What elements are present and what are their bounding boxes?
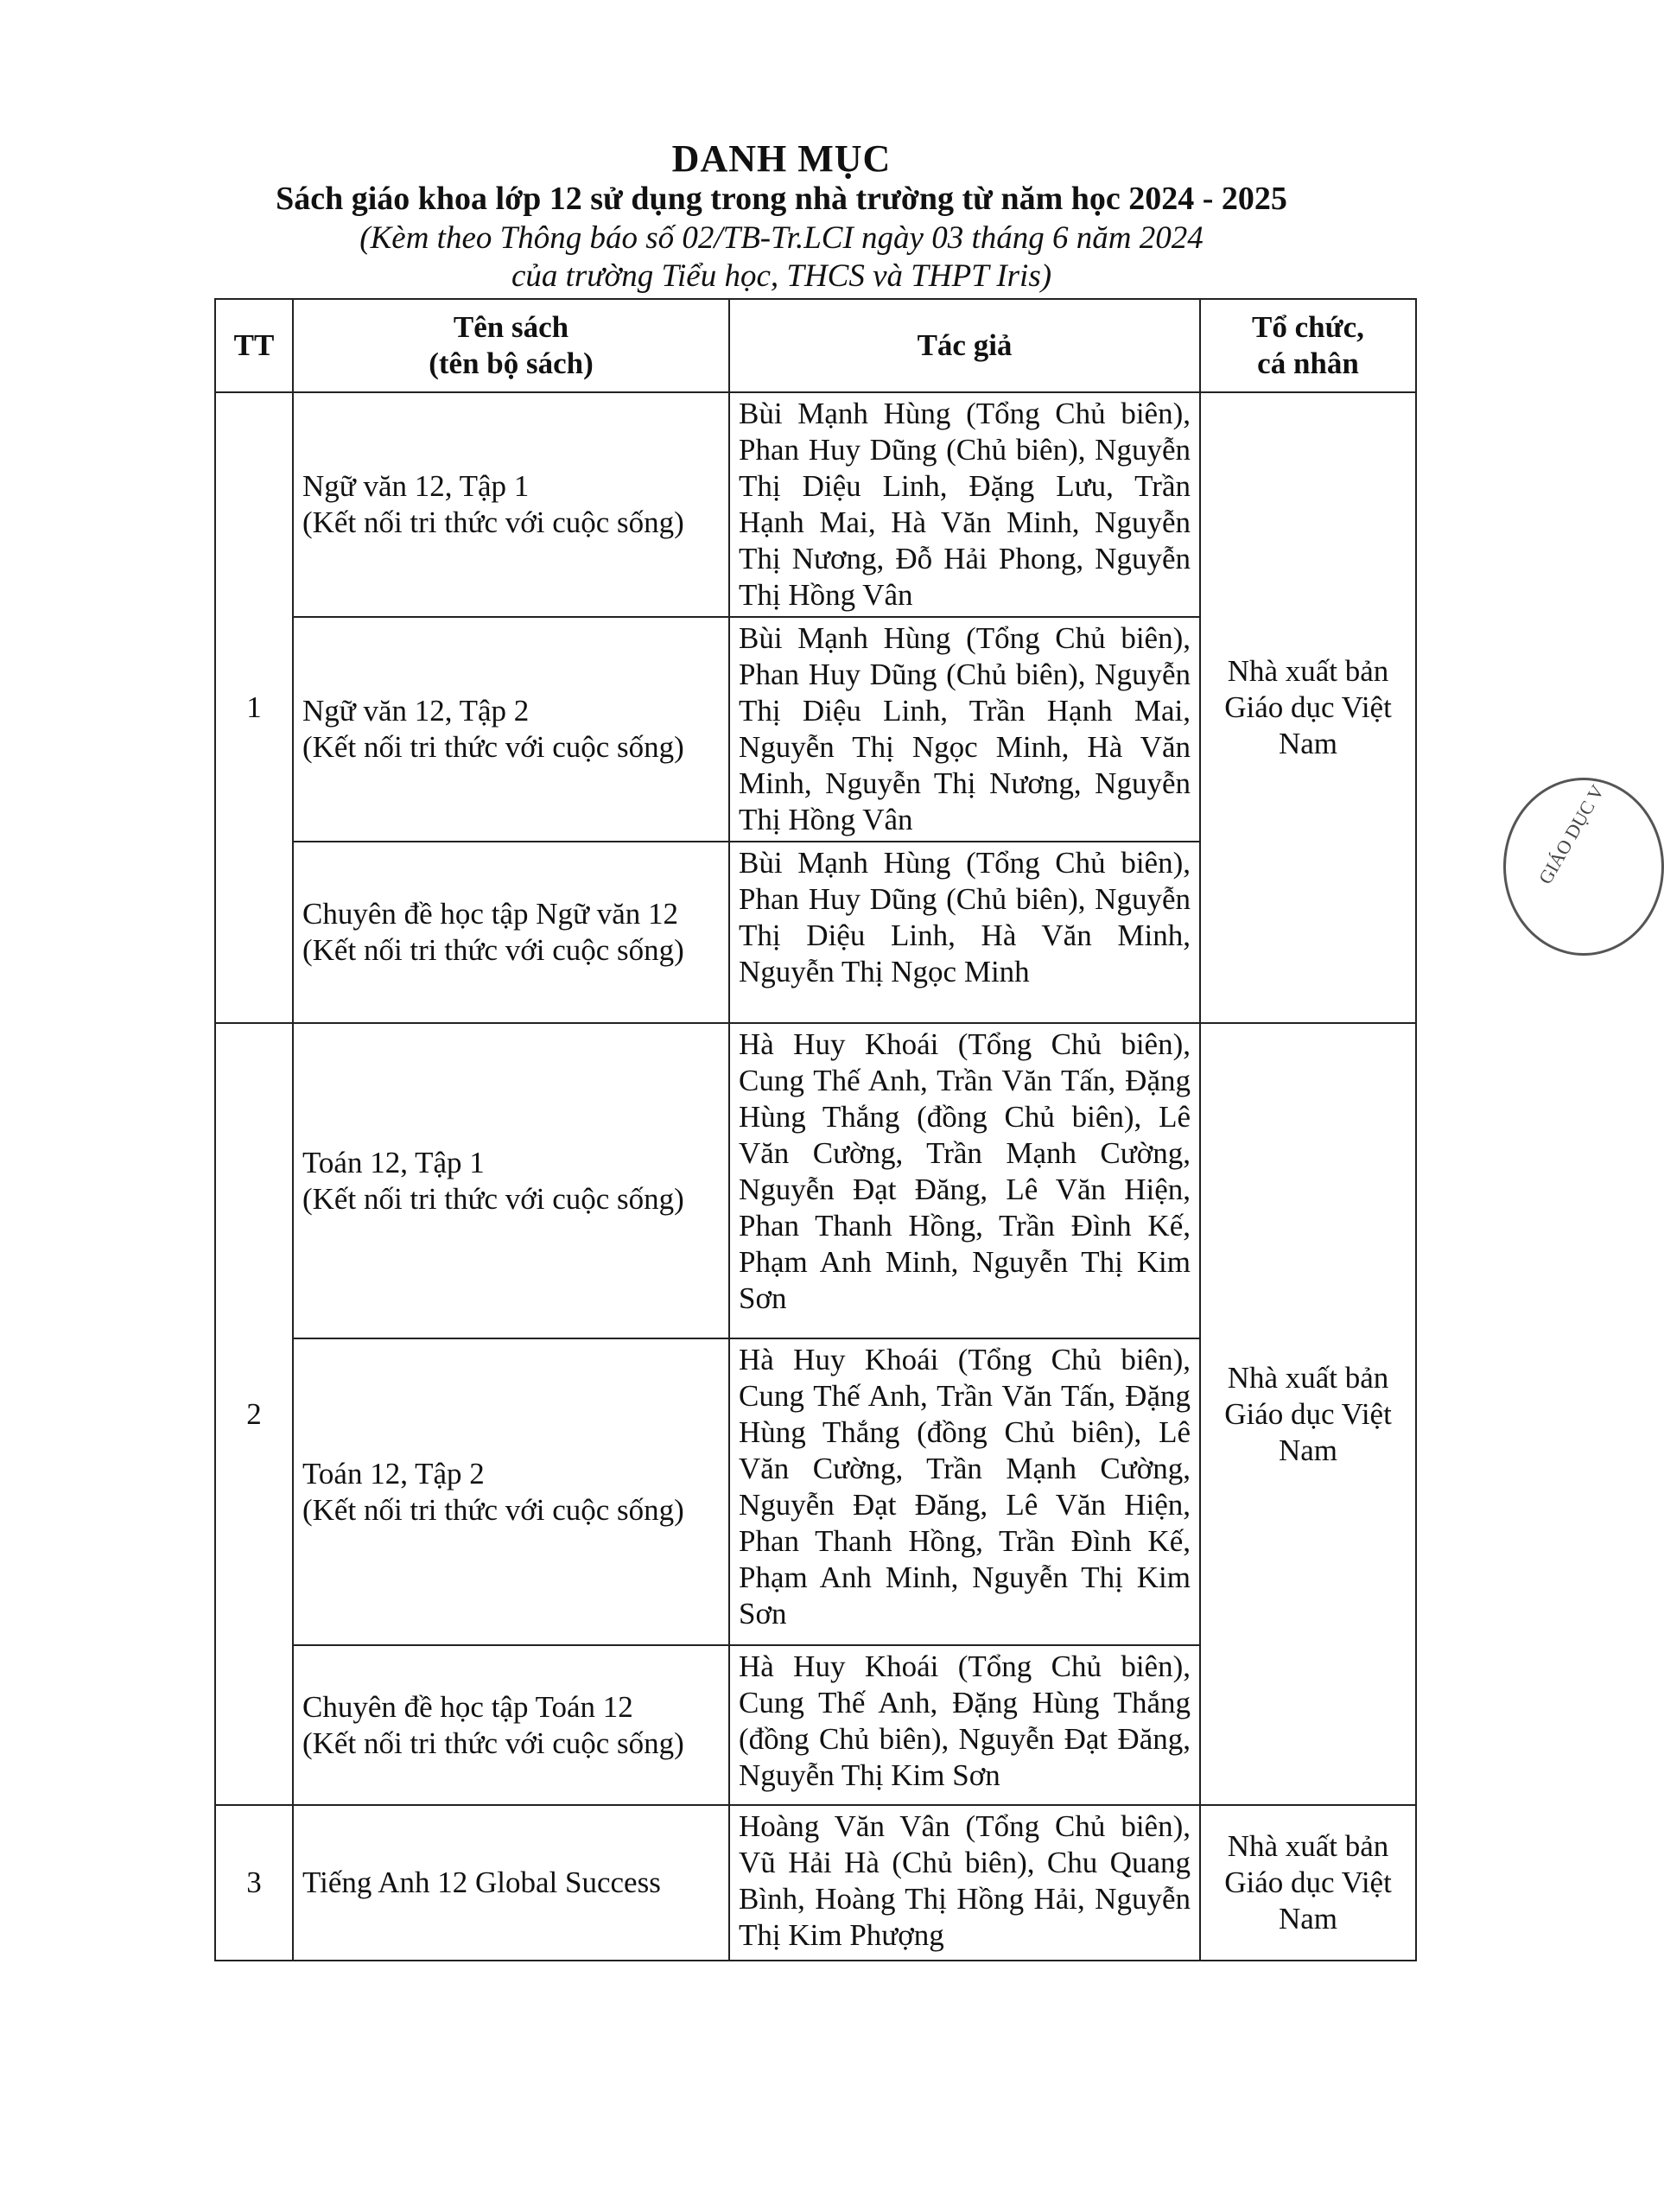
row-number: 2 <box>215 1023 293 1805</box>
column-header-book <box>293 299 729 392</box>
document-title: DANH MỤC <box>671 137 892 180</box>
column-header-tt: TT <box>215 299 293 392</box>
organization-line-1: Nhà xuất bản <box>1227 1360 1389 1395</box>
authors-cell: Hà Huy Khoái (Tổng Chủ biên), Cung Thế Anh, Trần Văn Tấn, Đặng Hùng Thắng (đồng Chủ biên), Lê Văn Cường, Trần Mạnh Cường, Nguyễn Đạt Đăng, Lê Văn Hiện, Phan Thanh Hồng, Trần Đình Kế, Phạm Anh Minh, Nguyễn Thị Kim Sơn <box>729 1338 1200 1645</box>
column-header-org-line-1: Tổ chức, <box>1252 310 1364 344</box>
organization-cell <box>1200 392 1416 1023</box>
table-header-row <box>215 299 1416 392</box>
book-series: (Kết nối tri thức với cuộc sống) <box>302 933 684 967</box>
row-number: 3 <box>215 1805 293 1961</box>
organization-cell <box>1200 1805 1416 1961</box>
seal-text: GIÁO DỤC V <box>1534 781 1609 888</box>
table-row <box>215 392 1416 617</box>
book-cell <box>293 1023 729 1338</box>
organization-line-1: Nhà xuất bản <box>1227 654 1389 688</box>
table-row <box>215 1805 1416 1961</box>
column-header-book-line-1: Tên sách <box>453 310 569 344</box>
organization-line-2: Giáo dục Việt <box>1224 1396 1392 1431</box>
book-title: Ngữ văn 12, Tập 2 <box>302 694 530 728</box>
book-series: (Kết nối tri thức với cuộc sống) <box>302 730 684 764</box>
textbook-table <box>214 298 1417 1961</box>
book-series: (Kết nối tri thức với cuộc sống) <box>302 1726 684 1760</box>
book-series: (Kết nối tri thức với cuộc sống) <box>302 505 684 539</box>
book-title: Chuyên đề học tập Ngữ văn 12 <box>302 897 678 931</box>
book-cell <box>293 617 729 842</box>
document-subtitle: Sách giáo khoa lớp 12 sử dụng trong nhà trường từ năm học 2024 - 2025 <box>276 181 1287 217</box>
column-header-org-line-2: cá nhân <box>1257 346 1359 380</box>
book-cell <box>293 392 729 617</box>
book-title: Chuyên đề học tập Toán 12 <box>302 1689 633 1724</box>
book-cell <box>293 1338 729 1645</box>
authors-cell: Hà Huy Khoái (Tổng Chủ biên), Cung Thế Anh, Trần Văn Tấn, Đặng Hùng Thắng (đồng Chủ biên), Lê Văn Cường, Trần Mạnh Cường, Nguyễn Đạt Đăng, Lê Văn Hiện, Phan Thanh Hồng, Trần Đình Kế, Phạm Anh Minh, Nguyễn Thị Kim Sơn <box>729 1023 1200 1338</box>
authors-cell: Hà Huy Khoái (Tổng Chủ biên), Cung Thế Anh, Đặng Hùng Thắng (đồng Chủ biên), Nguyễn Đạt Đăng, Nguyễn Thị Kim Sơn <box>729 1645 1200 1805</box>
book-title: Ngữ văn 12, Tập 1 <box>302 469 530 503</box>
book-series: (Kết nối tri thức với cuộc sống) <box>302 1181 684 1216</box>
book-cell <box>293 842 729 1023</box>
book-title: Tiếng Anh 12 Global Success <box>302 1866 661 1899</box>
organization-line-2: Giáo dục Việt <box>1224 690 1392 724</box>
authors-cell: Bùi Mạnh Hùng (Tổng Chủ biên), Phan Huy Dũng (Chủ biên), Nguyễn Thị Diệu Linh, Đặng Lưu, Trần Hạnh Mai, Hà Văn Minh, Nguyễn Thị Nương, Đỗ Hải Phong, Nguyễn Thị Hồng Vân <box>729 392 1200 617</box>
authors-cell: Hoàng Văn Vân (Tổng Chủ biên), Vũ Hải Hà (Chủ biên), Chu Quang Bình, Hoàng Thị Hồng Hải, Nguyễn Thị Kim Phượng <box>729 1805 1200 1961</box>
organization-line-1: Nhà xuất bản <box>1227 1829 1389 1863</box>
column-header-authors: Tác giả <box>729 299 1200 392</box>
book-cell <box>293 1805 729 1961</box>
table-row <box>215 1023 1416 1338</box>
organization-line-3: Nam <box>1278 727 1338 760</box>
book-title: Toán 12, Tập 1 <box>302 1145 485 1179</box>
organization-cell <box>1200 1023 1416 1805</box>
book-cell <box>293 1645 729 1805</box>
authors-cell: Bùi Mạnh Hùng (Tổng Chủ biên), Phan Huy Dũng (Chủ biên), Nguyễn Thị Diệu Linh, Hà Văn Minh, Nguyễn Thị Ngọc Minh <box>729 842 1200 1023</box>
column-header-book-line-2: (tên bộ sách) <box>429 346 594 380</box>
book-series: (Kết nối tri thức với cuộc sống) <box>302 1492 684 1527</box>
attachment-note-line-1: (Kèm theo Thông báo số 02/TB-Tr.LCI ngày 03 tháng 6 năm 2024 <box>359 220 1204 256</box>
row-number: 1 <box>215 392 293 1023</box>
organization-line-3: Nam <box>1278 1902 1338 1936</box>
organization-line-3: Nam <box>1278 1433 1338 1467</box>
attachment-note-line-2: của trường Tiểu học, THCS và THPT Iris) <box>511 258 1052 294</box>
official-seal <box>1503 778 1664 956</box>
book-title: Toán 12, Tập 2 <box>302 1456 485 1491</box>
authors-cell: Bùi Mạnh Hùng (Tổng Chủ biên), Phan Huy Dũng (Chủ biên), Nguyễn Thị Diệu Linh, Trần Hạnh Mai, Nguyễn Thị Ngọc Minh, Hà Văn Minh, Nguyễn Thị Nương, Nguyễn Thị Hồng Vân <box>729 617 1200 842</box>
column-header-organization <box>1200 299 1416 392</box>
organization-line-2: Giáo dục Việt <box>1224 1866 1392 1899</box>
